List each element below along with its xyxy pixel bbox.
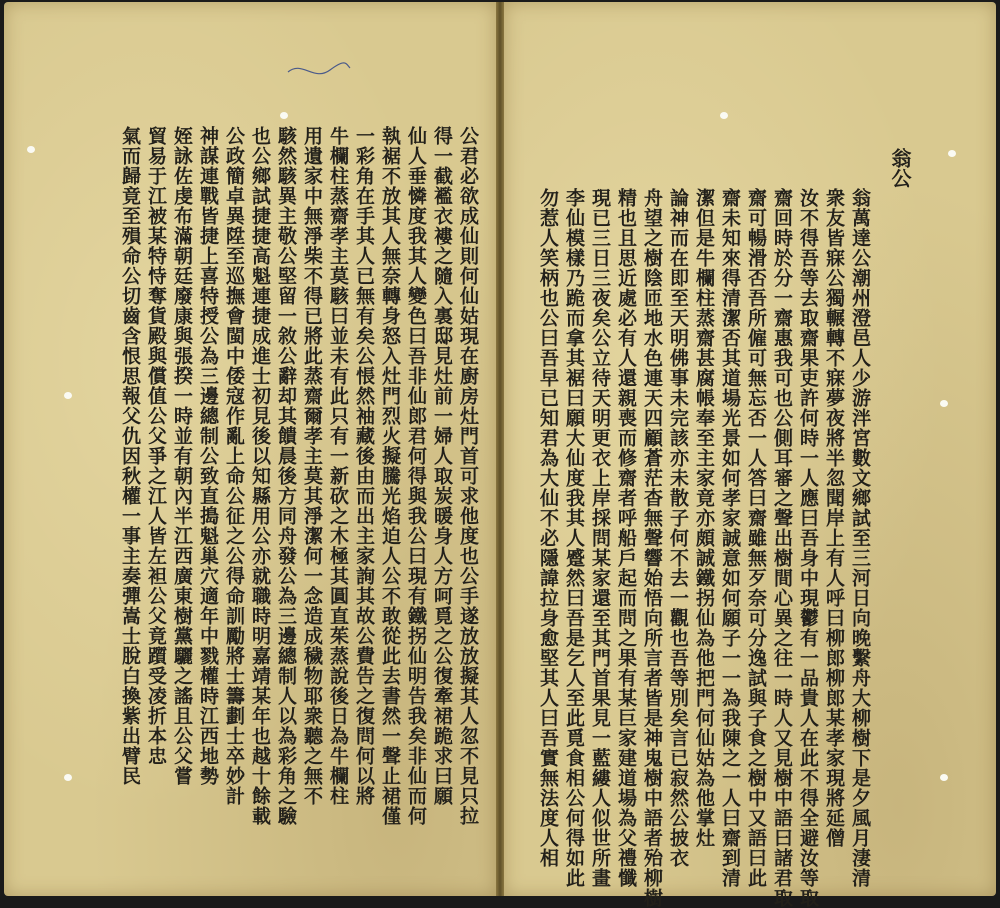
text-column-r1: 翁萬達公潮州澄邑人少游泮宮數文鄉試至三河日向晚繫舟大柳樹下是夕風月淒清: [849, 188, 871, 888]
text-column-r7: 潔但是牛欄柱蒸齋甚腐帳奉至主家竟亦頗誠鐵拐仙為他把門何仙姑為他掌灶: [693, 188, 715, 848]
text-column-l9: 也公鄉試捷捷高魁連捷成進士初見後以知縣用公亦就職時明嘉靖某年也越十餘載: [249, 126, 271, 826]
section-title: 翁公: [888, 148, 912, 188]
text-column-l3: 仙人垂憐度我其人變色曰吾非仙郎君何得與我公曰現有鐵拐仙明告我矣非仙而何: [405, 126, 427, 826]
text-column-r10: 精也且思近處必有人還親喪而修齋者呼船戶起而問之果有某巨家建道場為父禮懺: [615, 188, 637, 888]
text-column-r11: 現已三日三夜矣公立待天明更衣上岸採問某家還至其門首果見一藍縷人似世所畫: [589, 188, 611, 888]
text-column-l7: 用遺家中無淨柴不得已將此蒸齋爾孝主莫其淨潔何一念造成穢物耶衆聽之無不: [301, 126, 323, 806]
pencil-mark: [284, 58, 354, 84]
text-column-l5: 一彩角在手其人已無有矣公悵然袖藏後由而出主家詢其故公費告之復問何以將: [353, 126, 375, 806]
binding-hole: [948, 150, 956, 157]
text-column-l14: 氣而歸竟至殞命公切齒含恨思報父仇因秋權一事主奏彈嵩士脫白換紫出臂民: [119, 126, 141, 786]
binding-hole: [720, 112, 728, 119]
text-column-r3: 汝不得吾等去取齋果吏許何時一人應曰吾身中現鬱有一品貴人在此不得全避汝等取: [797, 188, 819, 908]
book-gutter: [496, 2, 504, 896]
text-column-l8: 駭然駭異主敬公堅留一敘公辭却其饋晨後方同舟發公為三邊總制人以為彩角之驗: [275, 126, 297, 826]
text-column-l1: 公君必欲成仙則何仙姑現在廚房灶門首可求他度也公手遂放放擬其人忽不見只拉: [457, 126, 479, 826]
text-column-r13: 勿惹人笑柄也公曰吾早已知君為大仙不必隱諱拉身愈堅其人曰吾實無法度人相: [537, 188, 559, 868]
binding-hole: [64, 774, 72, 781]
binding-hole: [940, 774, 948, 781]
text-column-r2: 衆友皆寐公獨輾轉不寐夢夜將半忽聞岸上有人呼曰柳郎柳郎某孝家現將延僧: [823, 188, 845, 848]
book-spread: [4, 2, 996, 908]
text-column-l4: 執裾不放其人無奈轉身怒入灶門烈火擬騰光焰迫人公不敢從此去書然一聲止裙僅: [379, 126, 401, 826]
text-column-r12: 李仙模樣乃跪而拿其裾曰願大仙度我其人蹙然曰吾是乞人至此覓食相公何得如此: [563, 188, 585, 888]
binding-hole: [27, 146, 35, 153]
text-column-l2: 得一截襤衣褸之隨入裏邸見灶前一婦人取炭暖身人方呵覓之公復牽裙跪求曰願: [431, 126, 453, 806]
text-column-l12: 姪詠佐虔布滿朝廷廢康與張揆一時並有朝內半江西廣東樹黨驪之謠且公父嘗: [171, 126, 193, 786]
text-column-r9: 舟望之樹陰匝地水色連天四顧蒼茫杳無聲響始悟向所言者皆是神鬼樹中語者殆柳樹: [641, 188, 663, 908]
text-column-l11: 神謀連戰皆捷上喜特授公為三邊總制公致直搗魁巢穴適年中戮權時江西地勢: [197, 126, 219, 786]
binding-hole: [280, 112, 288, 119]
text-column-l13: 貿易于江被某特恃奪貨殿與償值公父爭之江人皆左袒公父竟躓受凌折本忠: [145, 126, 167, 766]
binding-hole: [64, 392, 72, 399]
text-column-r4: 齋回時於分一齋惠我可也公側耳審之聲出樹間心異之往一時人又見樹中語曰諸君取: [771, 188, 793, 908]
text-column-l6: 牛欄柱蒸齋孝主莫駭曰並未有此只有一新砍之木極其圓直茱蒸說後日為牛欄柱: [327, 126, 349, 806]
text-column-r6: 齋未知來得清潔否其道場光景如何孝家誠意如何願子一一為我陳之一人曰齋到清: [719, 188, 741, 888]
text-column-r5: 齋可暢滑否吾所僱可無忘否一人答曰齋雖無歹奈可分逸試與子食之樹中又語曰此: [745, 188, 767, 888]
binding-hole: [940, 400, 948, 407]
text-column-l10: 公政簡卓異陞至巡撫會閩中倭寇作亂上命公征之公得命訓勵將士籌劃士卒妙計: [223, 126, 245, 806]
text-column-r8: 論神而在即至天明佛事未完該亦未散子何不去一觀也吾等別矣言已寂然公披衣: [667, 188, 689, 868]
